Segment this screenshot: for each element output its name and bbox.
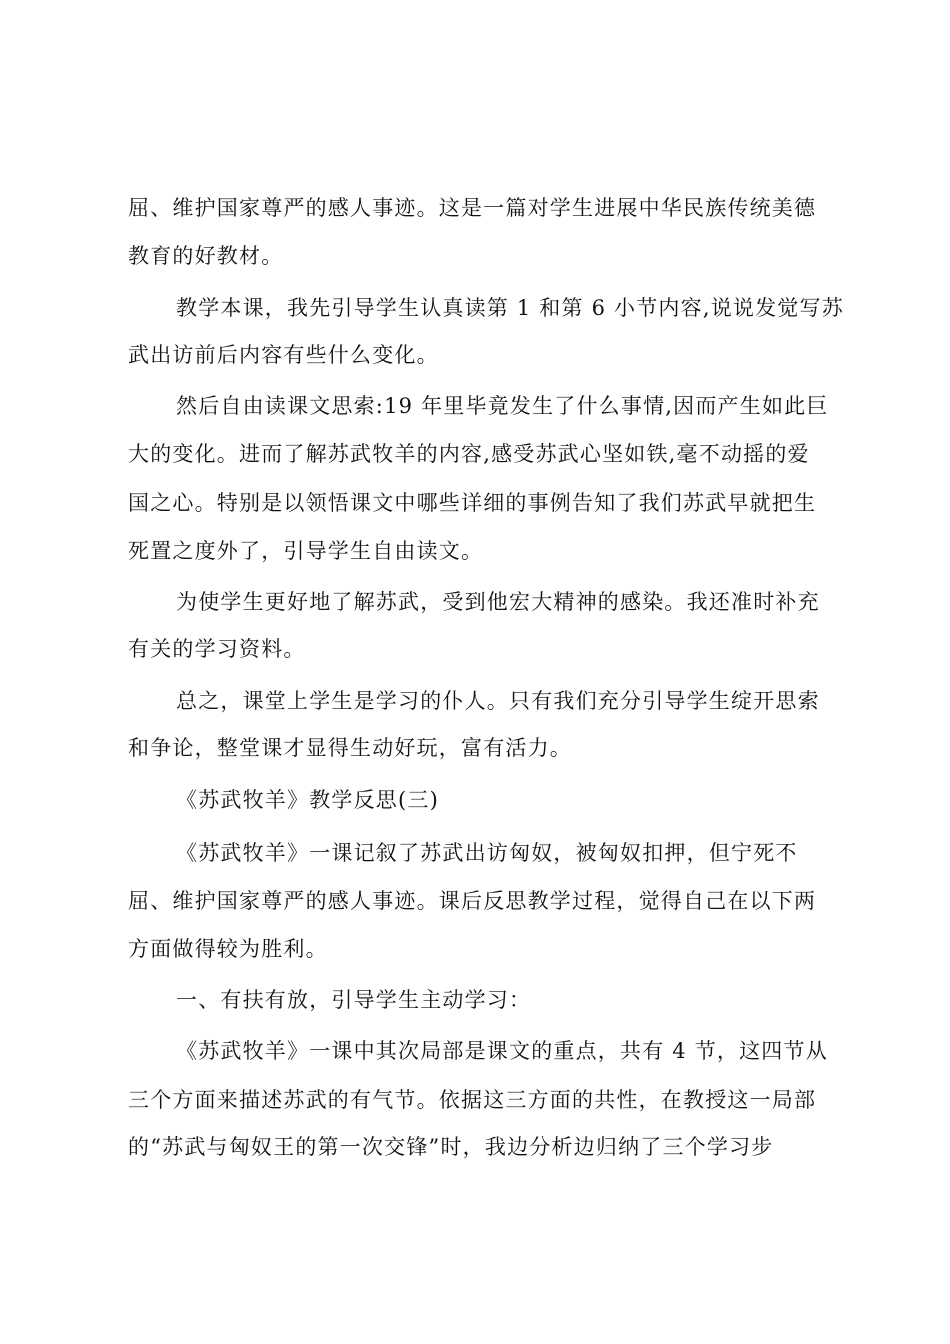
text-line: 教学本课，我先引导学生认真读第 1 和第 6 小节内容,说说发觉写苏: [176, 296, 844, 320]
section-heading: 《苏武牧羊》教学反思(三): [176, 788, 439, 812]
text-line: 和争论，整堂课才显得生动好玩，富有活力。: [128, 736, 572, 760]
text-line: 然后自由读课文思索:19 年里毕竟发生了什么事情,因而产生如此巨: [176, 394, 829, 418]
text-line: 为使学生更好地了解苏武，受到他宏大精神的感染。我还准时补充: [176, 590, 820, 614]
text-line: 武出访前后内容有些什么变化。: [128, 343, 439, 367]
text-line: 国之心。特别是以领悟课文中哪些详细的事例告知了我们苏武早就把生: [128, 491, 817, 515]
text-line: 死置之度外了，引导学生自由读文。: [128, 539, 484, 563]
text-line: 总之，课堂上学生是学习的仆人。只有我们充分引导学生绽开思索: [176, 689, 820, 713]
text-line: 屈、维护国家尊严的感人事迹。课后反思教学过程，觉得自己在以下两: [128, 889, 817, 913]
text-line: 有关的学习资料。: [128, 637, 306, 661]
text-line: 《苏武牧羊》一课记叙了苏武出访匈奴，被匈奴扣押，但宁死不: [176, 841, 798, 865]
text-line: 方面做得较为胜利。: [128, 937, 328, 961]
text-line: 教育的好教材。: [128, 244, 284, 268]
text-line: 大的变化。进而了解苏武牧羊的内容,感受苏武心坚如铁,毫不动摇的爱: [128, 442, 810, 466]
sub-heading: 一、有扶有放，引导学生主动学习：: [176, 988, 532, 1012]
text-line: 三个方面来描述苏武的有气节。依据这三方面的共性，在教授这一局部: [128, 1088, 817, 1112]
text-line: 的“苏武与匈奴王的第一次交锋”时，我边分析边归纳了三个学习步: [128, 1135, 774, 1159]
text-line: 《苏武牧羊》一课中其次局部是课文的重点，共有 4 节，这四节从: [176, 1039, 828, 1063]
text-line: 屈、维护国家尊严的感人事迹。这是一篇对学生进展中华民族传统美德: [128, 196, 817, 220]
